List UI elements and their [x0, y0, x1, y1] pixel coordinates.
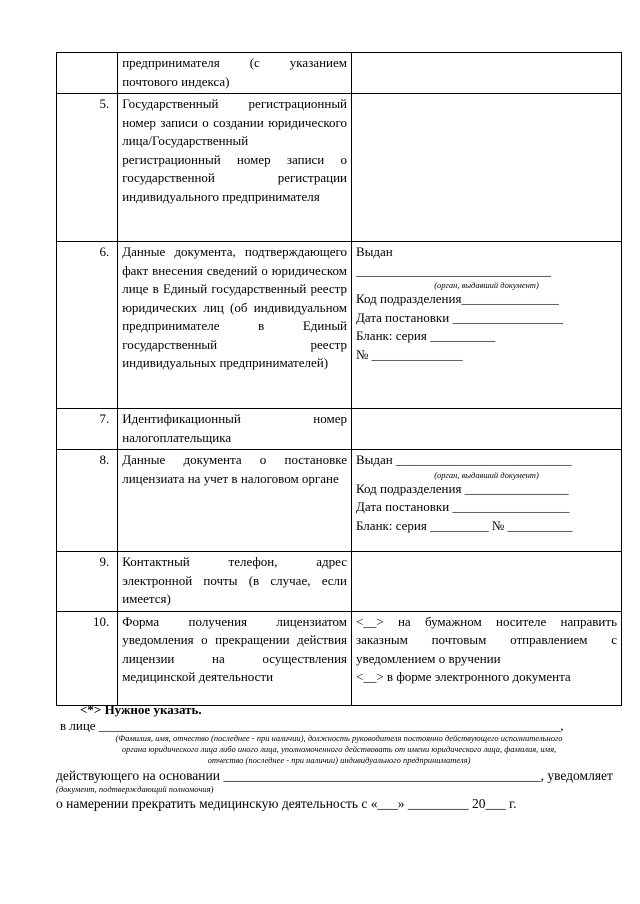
row-label: Форма получения лицензиатом уведомления о прекращении действия лицензии на осуществления медицинской деятельности: [118, 611, 352, 705]
issued-field[interactable]: Выдан ___________________________: [356, 452, 572, 467]
row-value: [352, 409, 622, 450]
form-series-field[interactable]: Бланк: серия __________: [356, 328, 496, 343]
table-row: [57, 242, 622, 409]
form-number-field[interactable]: № ______________: [356, 346, 463, 362]
row-number: 5.: [57, 94, 118, 242]
row-number: 10.: [57, 611, 118, 705]
intent-line[interactable]: о намерении прекратить медицинскую деятельность с «___» _________ 20___ г.: [56, 796, 517, 811]
form-table: [56, 52, 622, 706]
issued-label: Выдан: [356, 244, 393, 259]
row-label: Данные документа, подтверждающего факт внесения сведений о юридическом лице в Единый государственный реестр юридических лиц (об индивидуальном предпринимателе в Единый государственный реестр индивидуальных предпринимателей): [118, 242, 352, 409]
table-row: [57, 450, 622, 552]
table-row: [57, 53, 622, 94]
registration-date-field[interactable]: Дата постановки _________________: [356, 309, 563, 325]
issued-field[interactable]: ______________________________: [356, 262, 552, 278]
issued-caption: (орган, выдавший документ): [434, 469, 539, 480]
row-label: Идентификационный номер налогоплательщика: [118, 409, 352, 450]
row-number: 6.: [57, 242, 118, 409]
row-value: [352, 242, 622, 409]
row-number: 9.: [57, 552, 118, 612]
row-number: 7.: [57, 409, 118, 450]
row-label: Данные документа о постановке лицензиата на учет в налоговом органе: [118, 450, 352, 552]
row-value: [352, 552, 622, 612]
row-label: Контактный телефон, адрес электронной почты (в случае, если имеется): [118, 552, 352, 612]
basis-caption: (документ, подтверждающий полномочия): [56, 784, 214, 794]
row-label: Государственный регистрационный номер записи о создании юридического лица/Государственный регистрационный номер записи о государственной регистрации индивидуального предпринимателя: [118, 94, 352, 242]
electronic-option[interactable]: <__> в форме электронного документа: [356, 669, 571, 684]
table-row: [57, 552, 622, 612]
row-label: предпринимателя (с указанием почтового индекса): [118, 53, 352, 94]
face-caption-3: отчество (последнее - при наличии) индивидуального предпринимателя): [207, 755, 471, 765]
row-number: 8.: [57, 450, 118, 552]
footnote: <*> Нужное указать.: [80, 702, 202, 717]
row-value: [352, 94, 622, 242]
row-number: [57, 53, 118, 94]
table-row: [57, 611, 622, 705]
registration-date-field[interactable]: Дата постановки __________________: [356, 499, 570, 514]
row-value: [352, 611, 622, 705]
face-caption-2: органа юридического лица либо иного лица, уполномоченного действовать от имени юридического лица, фамилия, имя,: [121, 744, 557, 754]
face-caption-1: (Фамилия, имя, отчество (последнее - при наличии), должность руководителя постоянно действующего исполнительного: [115, 733, 563, 743]
issued-caption: (орган, выдавший документ): [434, 280, 539, 290]
face-line[interactable]: в лице _______________________________________________________________________,: [60, 718, 564, 733]
table-row: [57, 94, 622, 242]
basis-line[interactable]: действующего на основании _______________________________________________, уведомляет: [56, 768, 613, 783]
paper-option[interactable]: <__> на бумажном носителе направить заказным почтовым отправлением с уведомлением о вручении: [356, 613, 617, 666]
division-code-field[interactable]: Код подразделения ________________: [356, 480, 569, 496]
table-row: [57, 409, 622, 450]
row-value: [352, 450, 622, 552]
form-series-number-field[interactable]: Бланк: серия _________ № __________: [356, 517, 573, 533]
row-value: [352, 53, 622, 94]
division-code-field[interactable]: Код подразделения_______________: [356, 291, 559, 306]
